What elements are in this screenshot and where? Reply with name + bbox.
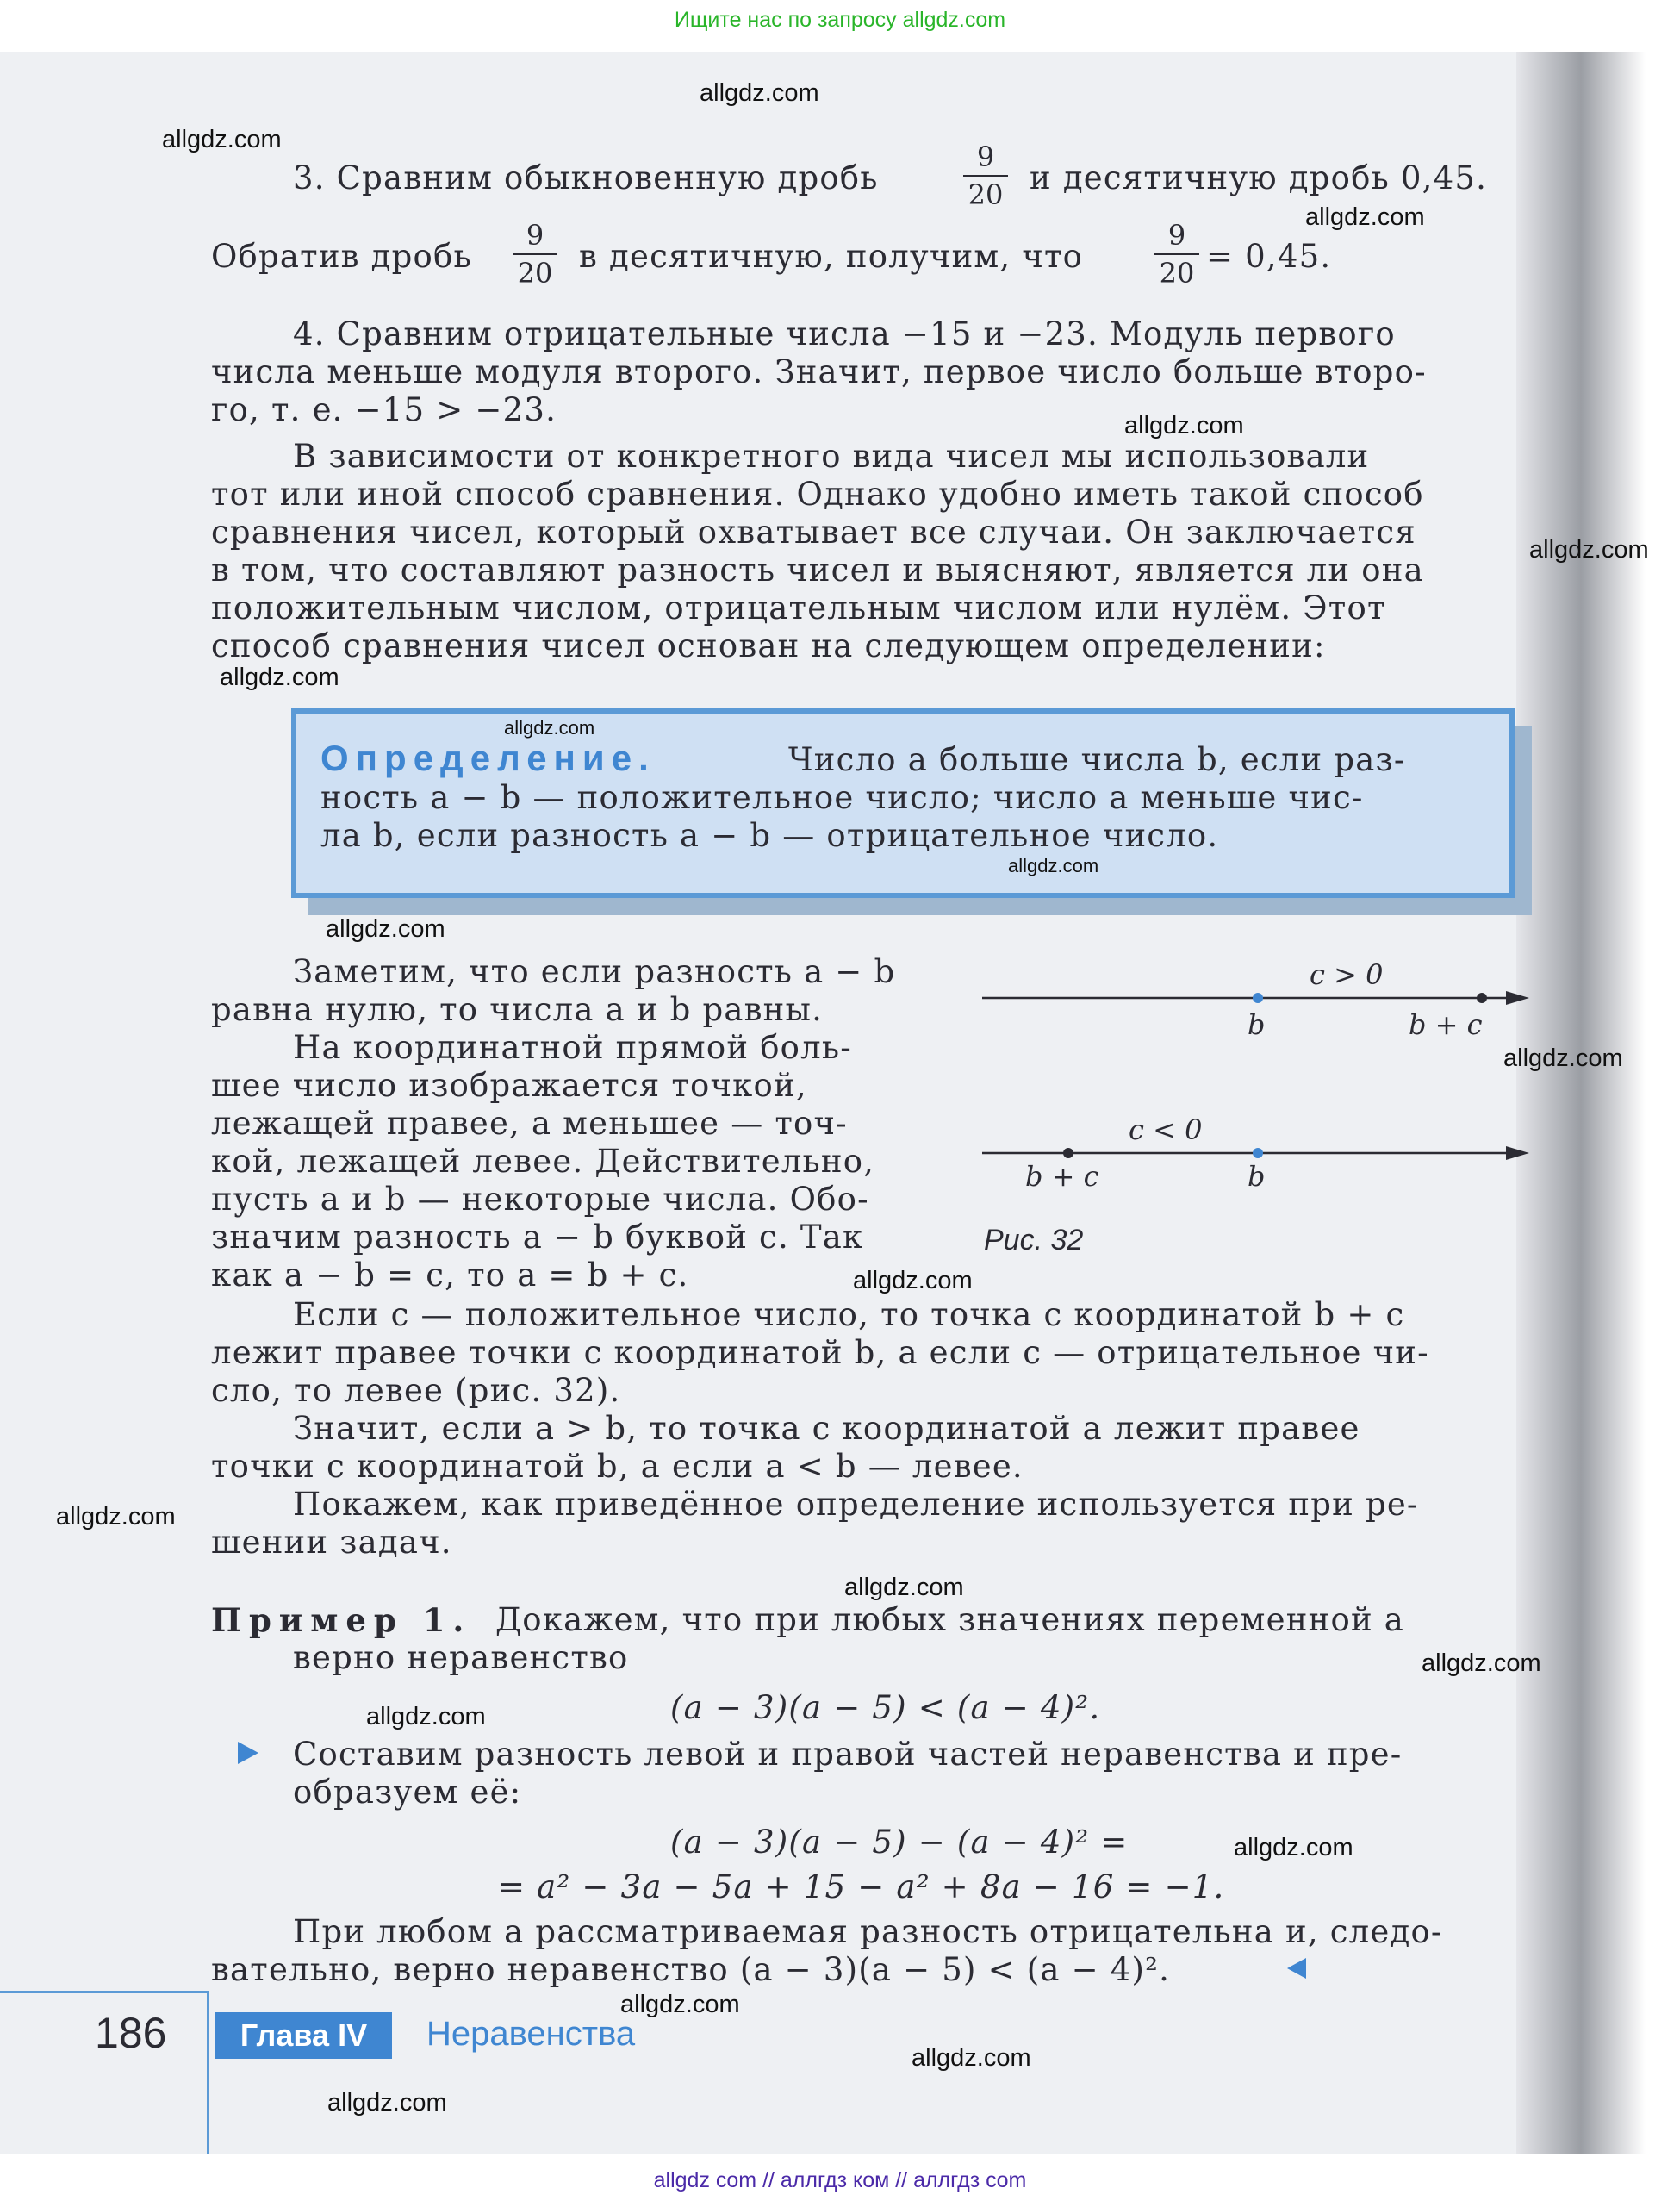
solution-line2: образуем её:	[293, 1774, 522, 1811]
item4-line1: 4. Сравним отрицательные числа −15 и −23. Модуль первого	[293, 315, 1396, 352]
watermark: allgdz.com	[1124, 412, 1244, 440]
para2-line9: как a − b = c, то a = b + c.	[211, 1256, 689, 1294]
para1-line2: тот или иной способ сравнения. Однако удобно иметь такой способ	[211, 476, 1424, 513]
watermark: allgdz.com	[1503, 1044, 1623, 1072]
fraction-denominator: 20	[1159, 257, 1195, 290]
watermark: allgdz.com	[56, 1503, 176, 1531]
para3-line3: сло, то левее (рис. 32).	[211, 1372, 621, 1409]
calc-line1: (a − 3)(a − 5) − (a − 4)² =	[670, 1824, 1129, 1861]
watermark: allgdz.com	[853, 1267, 973, 1294]
chapter-title: Неравенства	[426, 2015, 636, 2053]
para2-line5: лежащей правее, а меньшее — точ-	[211, 1105, 848, 1142]
label-b-top: b	[1248, 1008, 1266, 1041]
solution-start-icon	[238, 1742, 258, 1764]
para3-line1: Если c — положительное число, то точка с координатой b + c	[293, 1296, 1405, 1333]
para2-line8: значим разность a − b буквой c. Так	[211, 1219, 864, 1256]
item3-line2-a: Обратив дробь	[211, 238, 472, 275]
footer-links[interactable]: allgdz com // аллгдз ком // аллгдз сom	[653, 2168, 1027, 2192]
arrow-right-icon	[1506, 991, 1529, 1005]
footer-divider-horizontal	[0, 1991, 209, 1993]
item4-line2: числа меньше модуля второго. Значит, первое число больше второ-	[211, 353, 1427, 390]
watermark: allgdz.com	[326, 915, 445, 943]
point-b-bottom	[1253, 1148, 1263, 1158]
point-b-top	[1253, 993, 1263, 1003]
para1-line6: способ сравнения чисел основан на следующем определении:	[211, 627, 1326, 664]
point-bc-bottom	[1063, 1148, 1073, 1158]
label-bc-top: b + c	[1409, 1008, 1483, 1041]
para1-line3: сравнения чисел, который охватывает все случаи. Он заключается	[211, 514, 1416, 551]
watermark: allgdz.com	[700, 79, 819, 107]
fraction-9-20-a	[963, 140, 1008, 211]
item3-line2-b: в десятичную, получим, что	[579, 238, 1084, 275]
para3-line2: лежит правее точки с координатой b, а если c — отрицательное чи-	[211, 1334, 1429, 1371]
watermark: allgdz.com	[162, 126, 282, 153]
label-c-negative: c < 0	[1129, 1113, 1203, 1146]
para5-line2: шении задач.	[211, 1524, 452, 1561]
page-number: 186	[95, 2009, 167, 2057]
solution-line1: Составим разность левой и правой частей неравенства и пре-	[293, 1736, 1403, 1773]
number-line-bottom	[982, 1146, 1529, 1160]
conclusion-line1: При любом a рассматриваемая разность отрицательна и, следо-	[293, 1913, 1443, 1950]
top-banner[interactable]: Ищите нас по запросу allgdz.com	[674, 8, 1006, 32]
watermark: allgdz.com	[912, 2044, 1031, 2072]
para4-line1: Значит, если a > b, то точка с координатой a лежит правее	[293, 1410, 1360, 1447]
item4-line3: го, т. е. −15 > −23.	[211, 391, 557, 428]
item3-line1-a: 3. Сравним обыкновенную дробь	[293, 159, 879, 196]
para2-line6: кой, лежащей левее. Действительно,	[211, 1143, 875, 1180]
chapter-badge: Глава IV	[215, 2012, 392, 2059]
para2-line4: шее число изображается точкой,	[211, 1067, 807, 1104]
fraction-denominator: 20	[968, 178, 1004, 211]
watermark: allgdz.com	[844, 1574, 964, 1601]
label-b-bottom: b	[1248, 1160, 1266, 1193]
para5-line1: Покажем, как приведённое определение используется при ре-	[293, 1486, 1419, 1523]
definition-line2: ность a − b — положительное число; число a меньше чис-	[320, 779, 1364, 816]
watermark: allgdz.com	[504, 717, 595, 739]
fraction-numerator: 9	[1167, 219, 1186, 252]
calc-line2: = a² − 3a − 5a + 15 − a² + 8a − 16 = −1.	[498, 1868, 1225, 1905]
para1-line4: в том, что составляют разность чисел и выясняют, является ли она	[211, 552, 1424, 589]
fraction-9-20-c	[1154, 219, 1199, 290]
para2-line7: пусть a и b — некоторые числа. Обо-	[211, 1181, 869, 1218]
watermark: allgdz.com	[620, 1991, 740, 2018]
para1-line5: положительным числом, отрицательным числом или нулём. Этот	[211, 589, 1386, 627]
definition-title: Определение.	[320, 738, 656, 778]
label-c-positive: c > 0	[1310, 958, 1384, 991]
watermark: allgdz.com	[366, 1703, 486, 1730]
definition-line3: ла b, если разность a − b — отрицательное число.	[320, 817, 1219, 854]
watermark: allgdz.com	[1234, 1834, 1353, 1861]
fraction-9-20-b	[513, 219, 557, 290]
arrow-right-icon	[1506, 1146, 1529, 1160]
watermark: allgdz.com	[220, 664, 339, 691]
para2-line2: равна нулю, то числа a и b равны.	[211, 991, 824, 1028]
para2-line3: На координатной прямой боль-	[293, 1029, 852, 1066]
para1-line1: В зависимости от конкретного вида чисел мы использовали	[293, 438, 1370, 475]
figure-caption: Рис. 32	[984, 1224, 1084, 1256]
watermark: allgdz.com	[1008, 855, 1099, 876]
solution-end-icon	[1287, 1958, 1306, 1979]
page-fold-shadow	[1516, 52, 1646, 2154]
footer-divider-vertical	[207, 1991, 209, 2154]
para2-line1: Заметим, что если разность a − b	[293, 953, 896, 990]
watermark: allgdz.com	[1529, 536, 1649, 564]
point-bc-top	[1477, 993, 1487, 1003]
example-label: Пример 1.	[211, 1601, 472, 1639]
example-line1: Докажем, что при любых значениях переменной a	[495, 1601, 1405, 1638]
label-bc-bottom: b + c	[1025, 1160, 1099, 1193]
example-line2: верно неравенство	[293, 1639, 629, 1676]
fraction-denominator: 20	[517, 257, 553, 290]
conclusion-line2: вательно, верно неравенство (a − 3)(a − 5) < (a − 4)².	[211, 1951, 1171, 1988]
watermark: allgdz.com	[1305, 203, 1425, 231]
item3-line2-c: = 0,45.	[1206, 238, 1332, 275]
fraction-numerator: 9	[526, 219, 544, 252]
watermark: allgdz.com	[327, 2089, 447, 2117]
definition-line1: Число a больше числа b, если раз-	[788, 741, 1406, 778]
example-inequality: (a − 3)(a − 5) < (a − 4)².	[670, 1689, 1101, 1726]
watermark: allgdz.com	[1422, 1649, 1541, 1677]
fraction-numerator: 9	[976, 140, 995, 173]
item3-line1-b: и десятичную дробь 0,45.	[1030, 159, 1488, 196]
number-line-top	[982, 991, 1529, 1005]
para4-line2: точки с координатой b, а если a < b — левее.	[211, 1448, 1024, 1485]
